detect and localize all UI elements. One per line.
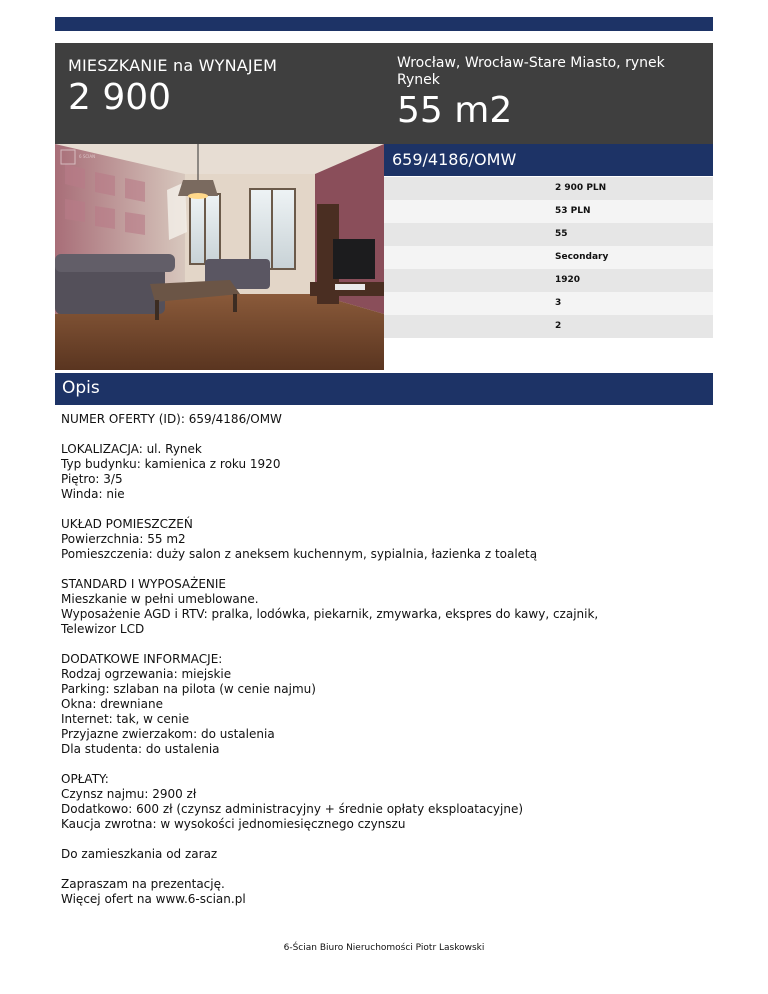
param-value: 2 [555, 321, 562, 331]
header-location-panel [384, 43, 713, 144]
param-row-rooms [384, 315, 713, 338]
param-value: 3 [555, 298, 562, 308]
description-line: Mieszkanie w pełni umeblowane. [61, 592, 259, 606]
params-table [384, 177, 713, 338]
description-line: Rodzaj ogrzewania: miejskie [61, 667, 232, 681]
description-line: Więcej ofert na www.6-scian.pl [61, 892, 246, 906]
description-line: Dodatkowo: 600 zł (czynsz administracyjny + średnie opłaty eksploatacyjne) [61, 802, 524, 816]
offer-type: MIESZKANIE na WYNAJEM [68, 56, 278, 75]
description-line: OPŁATY: [61, 772, 109, 786]
param-value: 53 PLN [555, 206, 591, 216]
description-paragraph [61, 442, 701, 502]
param-value: 1920 [555, 275, 581, 285]
param-row-price-per-m2 [384, 200, 713, 223]
description-line: Przyjazne zwierzakom: do ustalenia [61, 727, 275, 741]
header-price-panel [55, 43, 384, 144]
description-line: Winda: nie [61, 487, 125, 501]
section-title: Opis [62, 378, 100, 398]
description-header [55, 373, 713, 405]
description-line: Do zamieszkania od zaraz [61, 847, 218, 861]
param-row-year [384, 269, 713, 292]
apartment-photo [55, 144, 384, 370]
description-paragraph [61, 412, 701, 427]
description-line: Czynsz najmu: 2900 zł [61, 787, 197, 801]
offer-area: 55 m2 [397, 90, 513, 131]
description-line: Piętro: 3/5 [61, 472, 123, 486]
description-paragraph [61, 517, 701, 562]
description-line: Wyposażenie AGD i RTV: pralka, lodówka, piekarnik, zmywarka, ekspres do kawy, czajnik, [61, 607, 599, 621]
description-line: Telewizor LCD [61, 622, 145, 636]
description-paragraph [61, 577, 701, 637]
offer-id-bar [384, 144, 713, 176]
description-paragraph [61, 877, 701, 907]
param-row-market [384, 246, 713, 269]
footer-agency: 6-Ścian Biuro Nieruchomości Piotr Laskowski [283, 943, 485, 953]
description-line: Okna: drewniane [61, 697, 163, 711]
offer-id: 659/4186/OMW [392, 150, 517, 169]
description-line: Parking: szlaban na pilota (w cenie najmu) [61, 682, 316, 696]
offer-price: 2 900 [68, 77, 172, 118]
description-line: UKŁAD POMIESZCZEŃ [61, 517, 193, 531]
description-line: STANDARD I WYPOSAŻENIE [61, 577, 227, 591]
offer-location: Wrocław, Wrocław-Stare Miasto, rynek Rynek [397, 55, 665, 88]
description-line: Powierzchnia: 55 m2 [61, 532, 186, 546]
description-line: Zapraszam na prezentację. [61, 877, 225, 891]
param-row-price [384, 177, 713, 200]
description-line: Dla studenta: do ustalenia [61, 742, 220, 756]
description-line: Kaucja zwrotna: w wysokości jednomiesięcznego czynszu [61, 817, 406, 831]
param-value: 55 [555, 229, 568, 239]
param-value: Secondary [555, 252, 609, 262]
param-row-floor [384, 292, 713, 315]
description-body [61, 412, 701, 922]
svg-text:6 SCIAN: 6 SCIAN [79, 154, 96, 159]
description-line: Typ budynku: kamienica z roku 1920 [61, 457, 281, 471]
description-paragraph [61, 652, 701, 757]
description-paragraph [61, 847, 701, 862]
description-line: Pomieszczenia: duży salon z aneksem kuchennym, sypialnia, łazienka z toaletą [61, 547, 538, 561]
param-value: 2 900 PLN [555, 183, 607, 193]
description-line: NUMER OFERTY (ID): 659/4186/OMW [61, 412, 282, 426]
description-paragraph [61, 772, 701, 832]
description-line: DODATKOWE INFORMACJE: [61, 652, 223, 666]
top-accent-bar [55, 17, 713, 31]
description-line: Internet: tak, w cenie [61, 712, 190, 726]
param-row-area [384, 223, 713, 246]
description-line: LOKALIZACJA: ul. Rynek [61, 442, 202, 456]
